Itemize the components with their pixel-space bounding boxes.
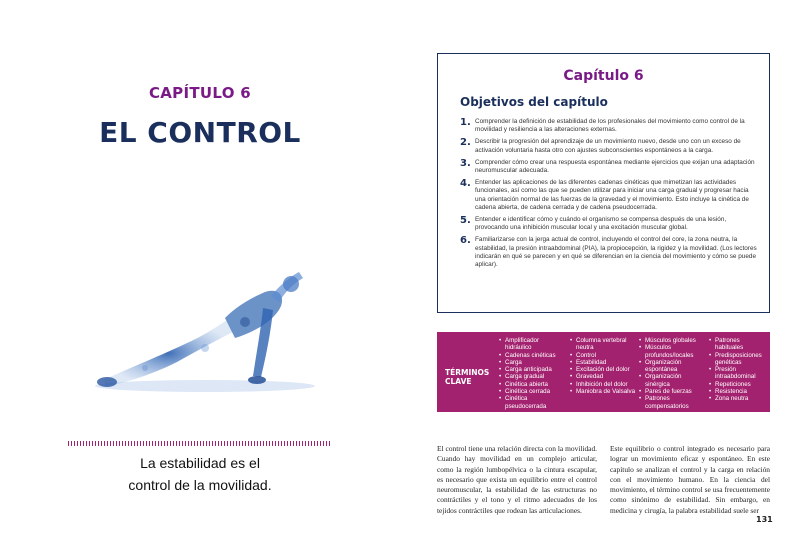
objective-item [460, 138, 760, 154]
term: • Organización sinérgica [639, 373, 707, 388]
term: • Repeticiones [709, 381, 769, 388]
key-terms-label-line-2: CLAVE [445, 377, 472, 386]
term: • Carga [499, 359, 565, 366]
term: • Maniobra de Valsalva [570, 388, 636, 395]
objective-item [460, 159, 760, 175]
objective-item [460, 236, 760, 269]
term: • Amplificador hidráulico [499, 337, 565, 352]
term: • Presión intraabdominal [709, 366, 769, 381]
term: • Estabilidad [570, 359, 636, 366]
pull-quote-line-1: La estabilidad es el [140, 455, 260, 471]
quote-dotted-border [68, 441, 330, 446]
objective-number: 2. [460, 137, 471, 149]
key-terms-box [437, 332, 770, 412]
key-terms-label-line-1: TÉRMINOS [445, 368, 490, 377]
objective-number: 4. [460, 178, 471, 190]
objectives-box [437, 53, 770, 313]
term: • Zona neutra [709, 395, 769, 402]
page-number: 131 [756, 515, 773, 524]
objective-text: Comprender cómo crear una respuesta espontánea mediante ejercicios que exijan una adaptación neuromuscular adecuada. [475, 158, 755, 175]
term: • Resistencia [709, 388, 769, 395]
term: • Músculos globales [639, 337, 707, 344]
objective-text: Comprender la definición de estabilidad de los profesionales del movimiento como control de la movilidad y resiliencia a las alteraciones externas. [475, 118, 745, 134]
body-text-column-1: El control tiene una relación directa con la movilidad. Cuando hay movilidad en un complejo articular, como la región lumbopélvica o la cintura escapular, es necesario que exista un equilibrio entre el control neuromuscular, la estabilidad de las estructuras no contráctiles y el tono y el ritmo adecuados de los tejidos contráctiles que rodean las articulaciones. [437, 444, 597, 515]
key-terms-label [445, 368, 495, 386]
term: • Cinética abierta [499, 381, 565, 388]
term: • Carga gradual [499, 373, 565, 380]
objective-number: 6. [460, 235, 471, 247]
term: • Organización espontánea [639, 359, 707, 374]
objective-item [460, 216, 760, 232]
objective-number: 1. [460, 117, 471, 128]
watercolor-plank-illustration [85, 258, 330, 408]
chapter-title: EL CONTROL [99, 116, 301, 149]
objective-number: 5. [460, 215, 471, 227]
term: • Cinética pseudocerrada [499, 395, 565, 410]
terms-column-2 [570, 337, 636, 395]
term: • Predisposiciones genéticas [709, 352, 769, 367]
term: • Patrones habituales [709, 337, 769, 352]
term: • Músculos profundos/locales [639, 344, 707, 359]
objective-text: Describir la progresión del aprendizaje de un movimiento nuevo, desde uno con un exceso de activación voluntaria hasta otro con ajustes subconscientes espontáneos a la carga. [475, 138, 741, 154]
term: • Cadenas cinéticas [499, 352, 565, 359]
objective-item [460, 118, 760, 134]
term: • Columna vertebral neutra [570, 337, 636, 352]
term: • Carga anticipada [499, 366, 565, 373]
term: • Cinética cerrada [499, 388, 565, 395]
terms-column-3 [639, 337, 707, 410]
objective-item [460, 179, 760, 212]
terms-column-4 [709, 337, 769, 403]
term: • Gravedad [570, 373, 636, 380]
objective-text: Familiarizarse con la jerga actual de control, incluyendo el control del core, la zona neutra, la estabilidad, la presión intraabdominal (PIA), la propiocepción, la rigidez y la movilidad. (Los lectores indicarán en qué se parecen y en qué se diferencian en la ciencia del movimiento y cómo se puede aplicar). [475, 236, 757, 269]
objectives-kicker: Capítulo 6 [563, 68, 644, 84]
objective-number: 3. [460, 157, 471, 169]
term: • Pares de fuerzas [639, 388, 707, 395]
term: • Control [570, 352, 636, 359]
term: • Excitación del dolor [570, 366, 636, 373]
term: • Inhibición del dolor [570, 381, 636, 388]
chapter-kicker: CAPÍTULO 6 [148, 84, 252, 102]
pull-quote-line-2: control de la movilidad. [128, 477, 272, 493]
terms-column-1 [499, 337, 565, 410]
body-text-column-2: Este equilibrio o control integrado es necesario para lograr un movimiento eficaz y espontáneo. En este capítulo se analizan el control y la carga en relación con el movimiento humano. En la ciencia del movimiento, el término control se usa frecuentemente como sinónimo de estabilidad. Sin embargo, en medicina y cirugía, la palabra estabilidad suele ser [610, 444, 770, 515]
objectives-title: Objetivos del capítulo [460, 95, 608, 109]
objective-text: Entender e identificar cómo y cuándo el organismo se compensa después de una lesión, provocando una inhibición muscular local y una excitación muscular global. [475, 216, 727, 232]
objective-text: Entender las aplicaciones de las diferentes cadenas cinéticas que mimetizan las actividades funcionales, así como las que se pueden utilizar para iniciar una carga gradual y progresar hacia una orientación normal de las fuerzas de la gravedad y el movimiento. Esto incluye la cinética de cadena abierta, de cadena cerrada y de cadena pseudocerrada. [475, 179, 749, 211]
objectives-list [460, 118, 760, 273]
pull-quote [60, 452, 340, 496]
term: • Patrones compensatorios [639, 395, 707, 410]
